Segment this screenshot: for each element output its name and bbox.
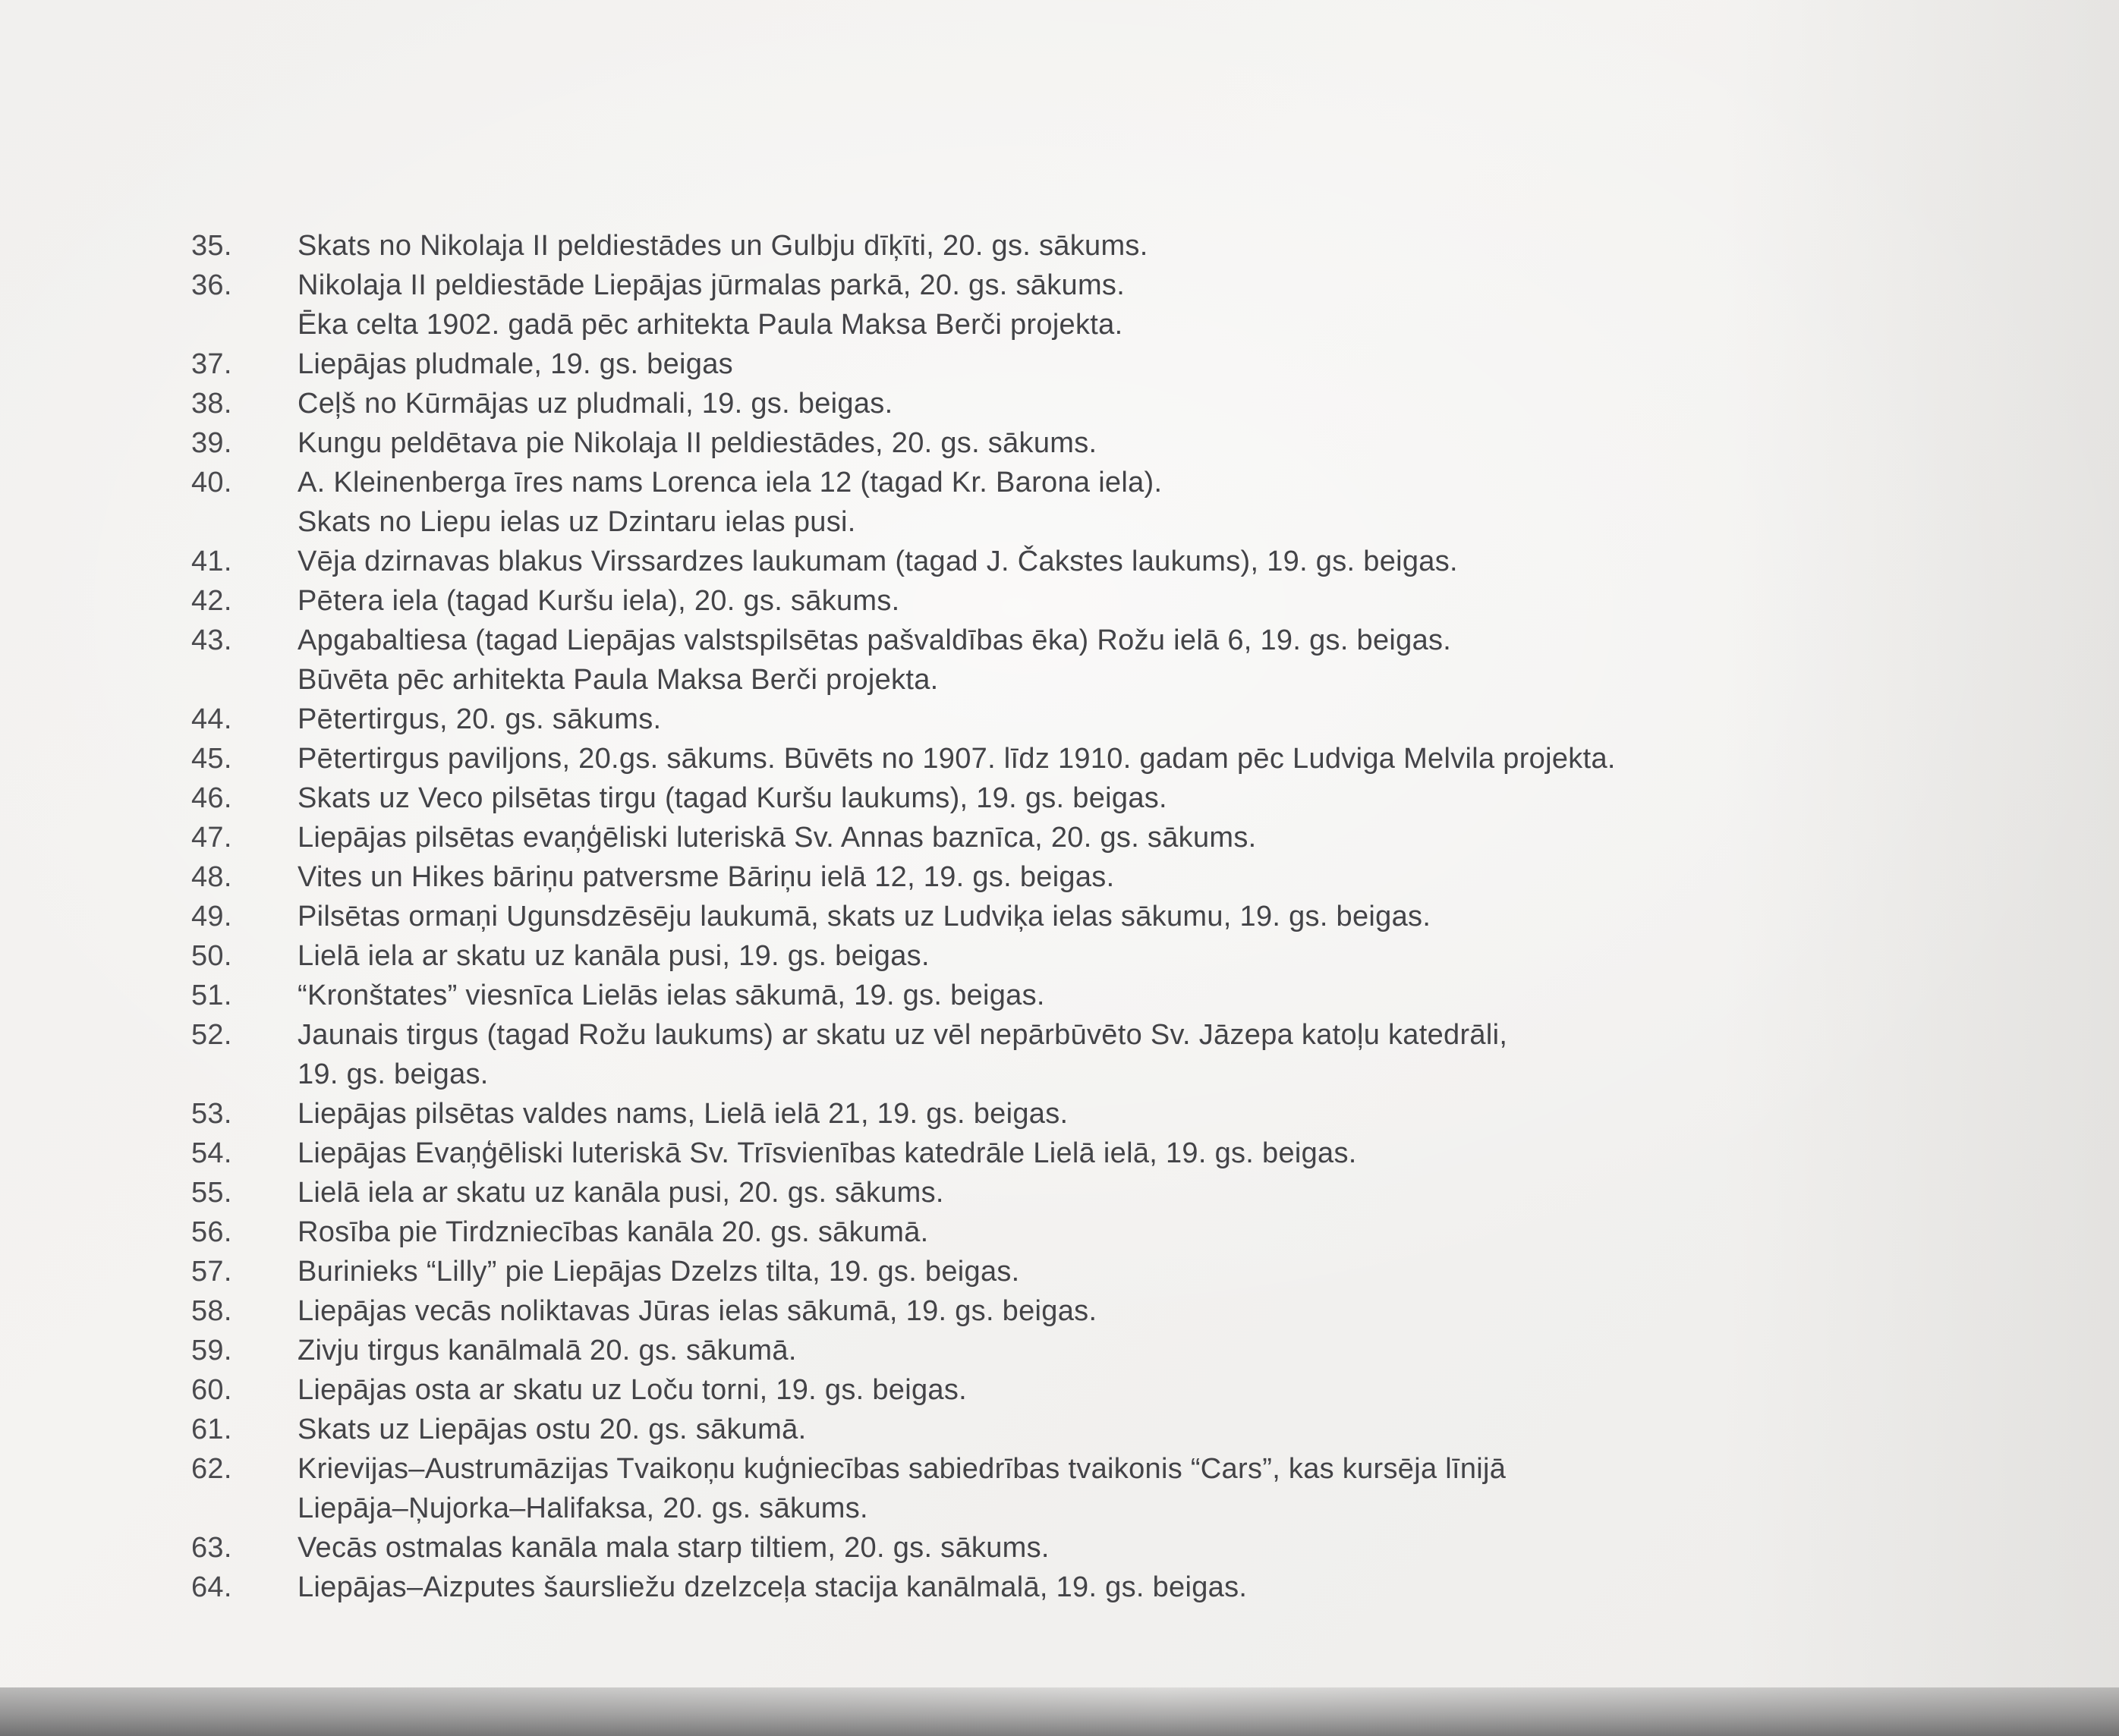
item-text xyxy=(298,581,1937,621)
list-item xyxy=(191,581,1937,621)
item-line: Liepājas pilsētas valdes nams, Lielā ielā 21, 19. gs. beigas. xyxy=(298,1098,1069,1130)
item-number: 55. xyxy=(191,1177,232,1209)
item-line: Jaunais tirgus (tagad Rožu laukums) ar skatu uz vēl nepārbūvēto Sv. Jāzepa katoļu katedrāli, xyxy=(298,1019,1508,1051)
item-line: Zivju tirgus kanālmalā 20. gs. sākumā. xyxy=(298,1335,797,1366)
item-text xyxy=(298,384,1937,423)
item-number: 62. xyxy=(191,1453,232,1485)
item-text xyxy=(298,1252,1937,1291)
item-line: Liepājas pludmale, 19. gs. beigas xyxy=(298,348,733,380)
list-item xyxy=(191,1449,1937,1528)
item-line: Pētera iela (tagad Kuršu iela), 20. gs. sākums. xyxy=(298,585,900,617)
item-line: Burinieks “Lilly” pie Liepājas Dzelzs tilta, 19. gs. beigas. xyxy=(298,1256,1020,1288)
item-number: 50. xyxy=(191,940,232,972)
item-text xyxy=(298,621,1937,700)
item-number: 61. xyxy=(191,1414,232,1445)
item-line: Krievijas–Austrumāzijas Tvaikoņu kuģniecības sabiedrības tvaikonis “Cars”, kas kursēja līnijā xyxy=(298,1453,1507,1485)
item-number: 56. xyxy=(191,1216,232,1248)
item-line: Ceļš no Kūrmājas uz pludmali, 19. gs. beigas. xyxy=(298,388,893,420)
item-line: Liepājas Evaņģēliski luteriskā Sv. Trīsvienības katedrāle Lielā ielā, 19. gs. beigas. xyxy=(298,1137,1357,1169)
list-item xyxy=(191,1291,1937,1331)
list-item xyxy=(191,266,1937,344)
item-number: 57. xyxy=(191,1256,232,1288)
item-number: 44. xyxy=(191,703,232,735)
item-number: 64. xyxy=(191,1571,232,1603)
item-number: 52. xyxy=(191,1019,232,1051)
item-number: 51. xyxy=(191,980,232,1011)
list-item xyxy=(191,1331,1937,1370)
item-number: 46. xyxy=(191,782,232,814)
list-item xyxy=(191,739,1937,778)
item-line: Liepājas pilsētas evaņģēliski luteriskā Sv. Annas baznīca, 20. gs. sākums. xyxy=(298,822,1257,854)
item-line: Pētertirgus, 20. gs. sākums. xyxy=(298,703,662,735)
item-line: Vites un Hikes bāriņu patversme Bāriņu ielā 12, 19. gs. beigas. xyxy=(298,861,1115,893)
item-number: 39. xyxy=(191,427,232,459)
item-line: Skats no Liepu ielas uz Dzintaru ielas pusi. xyxy=(298,506,856,538)
list-item xyxy=(191,1370,1937,1410)
page-bottom-edge-shadow xyxy=(0,1687,2119,1736)
item-text xyxy=(298,700,1937,739)
item-text xyxy=(298,344,1937,384)
item-text xyxy=(298,897,1937,936)
item-text xyxy=(298,936,1937,976)
list-item xyxy=(191,936,1937,976)
item-text xyxy=(298,1212,1937,1252)
item-text xyxy=(298,1173,1937,1212)
list-item xyxy=(191,857,1937,897)
item-text xyxy=(298,857,1937,897)
item-text xyxy=(298,1370,1937,1410)
item-line: 19. gs. beigas. xyxy=(298,1058,489,1090)
list-item xyxy=(191,1252,1937,1291)
list-item xyxy=(191,1410,1937,1449)
list-item xyxy=(191,700,1937,739)
item-text xyxy=(298,1568,1937,1607)
item-text xyxy=(298,1015,1937,1094)
item-line: Pētertirgus paviljons, 20.gs. sākums. Būvēts no 1907. līdz 1910. gadam pēc Ludviga Melvila projekta. xyxy=(298,743,1616,775)
item-line: Pilsētas ormaņi Ugunsdzēsēju laukumā, skats uz Ludviķa ielas sākumu, 19. gs. beigas. xyxy=(298,901,1431,932)
item-number: 53. xyxy=(191,1098,232,1130)
item-number: 38. xyxy=(191,388,232,420)
item-line: Lielā iela ar skatu uz kanāla pusi, 19. gs. beigas. xyxy=(298,940,930,972)
item-text xyxy=(298,1331,1937,1370)
item-line: Liepāja–Ņujorka–Halifaksa, 20. gs. sākums. xyxy=(298,1492,868,1524)
list-item xyxy=(191,1568,1937,1607)
item-line: Lielā iela ar skatu uz kanāla pusi, 20. gs. sākums. xyxy=(298,1177,944,1209)
item-line: Nikolaja II peldiestāde Liepājas jūrmalas parkā, 20. gs. sākums. xyxy=(298,269,1126,301)
item-line: Skats no Nikolaja II peldiestādes un Gulbju dīķīti, 20. gs. sākums. xyxy=(298,230,1148,262)
item-text xyxy=(298,1094,1937,1134)
list-item xyxy=(191,1015,1937,1094)
item-number: 40. xyxy=(191,467,232,498)
item-line: Būvēta pēc arhitekta Paula Maksa Berči projekta. xyxy=(298,664,939,696)
list-item xyxy=(191,542,1937,581)
item-number: 43. xyxy=(191,624,232,656)
item-text xyxy=(298,542,1937,581)
item-text xyxy=(298,739,1937,778)
list-item xyxy=(191,1212,1937,1252)
item-line: A. Kleinenberga īres nams Lorenca iela 12 (tagad Kr. Barona iela). xyxy=(298,467,1163,498)
item-number: 58. xyxy=(191,1295,232,1327)
item-line: Skats uz Veco pilsētas tirgu (tagad Kuršu laukums), 19. gs. beigas. xyxy=(298,782,1167,814)
list-item xyxy=(191,463,1937,542)
list-item xyxy=(191,384,1937,423)
item-number: 36. xyxy=(191,269,232,301)
list-item xyxy=(191,778,1937,818)
item-line: Apgabaltiesa (tagad Liepājas valstspilsētas pašvaldības ēka) Rožu ielā 6, 19. gs. beigas. xyxy=(298,624,1452,656)
item-number: 49. xyxy=(191,901,232,932)
item-text xyxy=(298,226,1937,266)
item-line: Vēja dzirnavas blakus Virssardzes laukumam (tagad J. Čakstes laukums), 19. gs. beigas. xyxy=(298,546,1458,577)
item-line: Kungu peldētava pie Nikolaja II peldiestādes, 20. gs. sākums. xyxy=(298,427,1097,459)
item-line: Liepājas osta ar skatu uz Loču torni, 19. gs. beigas. xyxy=(298,1374,967,1406)
item-text xyxy=(298,1291,1937,1331)
item-line: Skats uz Liepājas ostu 20. gs. sākumā. xyxy=(298,1414,807,1445)
list-item xyxy=(191,1528,1937,1568)
photo-list xyxy=(191,226,1937,1607)
item-line: “Kronštates” viesnīca Lielās ielas sākumā, 19. gs. beigas. xyxy=(298,980,1045,1011)
item-text xyxy=(298,1528,1937,1568)
item-number: 42. xyxy=(191,585,232,617)
item-number: 35. xyxy=(191,230,232,262)
item-text xyxy=(298,423,1937,463)
list-item xyxy=(191,621,1937,700)
item-line: Liepājas vecās noliktavas Jūras ielas sākumā, 19. gs. beigas. xyxy=(298,1295,1097,1327)
list-item xyxy=(191,344,1937,384)
item-text xyxy=(298,778,1937,818)
item-number: 59. xyxy=(191,1335,232,1366)
item-text xyxy=(298,266,1937,344)
list-item xyxy=(191,976,1937,1015)
item-number: 47. xyxy=(191,822,232,854)
item-number: 45. xyxy=(191,743,232,775)
item-number: 37. xyxy=(191,348,232,380)
item-line: Ēka celta 1902. gadā pēc arhitekta Paula Maksa Berči projekta. xyxy=(298,309,1123,341)
item-number: 54. xyxy=(191,1137,232,1169)
item-text xyxy=(298,818,1937,857)
item-line: Liepājas–Aizputes šaursliežu dzelzceļa stacija kanālmalā, 19. gs. beigas. xyxy=(298,1571,1248,1603)
item-line: Vecās ostmalas kanāla mala starp tiltiem, 20. gs. sākums. xyxy=(298,1532,1050,1564)
item-line: Rosība pie Tirdzniecības kanāla 20. gs. sākumā. xyxy=(298,1216,929,1248)
list-item xyxy=(191,1134,1937,1173)
list-item xyxy=(191,1094,1937,1134)
item-number: 60. xyxy=(191,1374,232,1406)
list-item xyxy=(191,1173,1937,1212)
list-item xyxy=(191,818,1937,857)
item-number: 48. xyxy=(191,861,232,893)
list-item xyxy=(191,423,1937,463)
item-text xyxy=(298,1449,1937,1528)
item-number: 41. xyxy=(191,546,232,577)
list-item xyxy=(191,897,1937,936)
item-text xyxy=(298,1410,1937,1449)
list-item xyxy=(191,226,1937,266)
item-number: 63. xyxy=(191,1532,232,1564)
item-text xyxy=(298,463,1937,542)
item-text xyxy=(298,1134,1937,1173)
item-text xyxy=(298,976,1937,1015)
